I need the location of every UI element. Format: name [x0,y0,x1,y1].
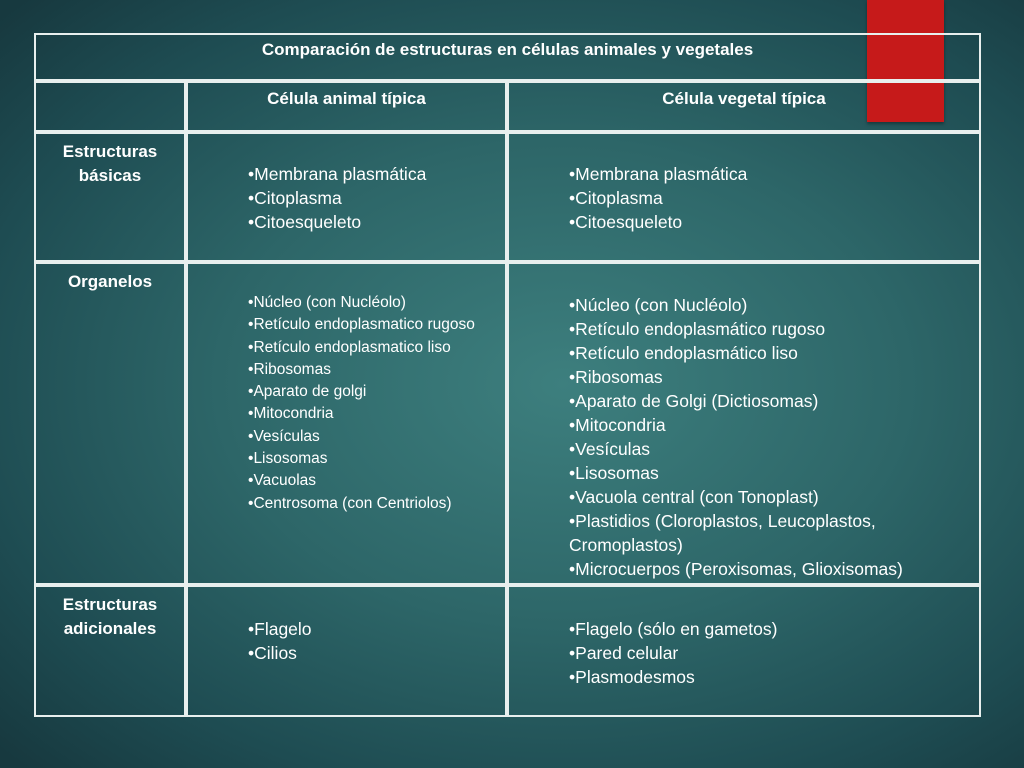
cell-organelles-animal [186,262,507,585]
list-item: • Mitocondria [248,403,497,425]
list-item: • Mitocondria [569,413,971,437]
cell-basic-animal [186,132,507,262]
row-label-organelles: Organelos [34,262,186,585]
list-item: • Vacuolas [248,470,497,492]
list-item: • Retículo endoplasmatico rugoso [248,314,497,336]
list-item: • Microcuerpos (Peroxisomas, Glioxisomas) [569,557,971,581]
cell-additional-animal [186,585,507,717]
list-item: • Citoplasma [569,186,971,210]
list-basic-animal [248,162,497,234]
list-item: • Núcleo (con Nucléolo) [248,292,497,314]
list-item: • Vesículas [569,437,971,461]
list-item: • Aparato de golgi [248,381,497,403]
row-label-basic: Estructuras básicas [34,132,186,262]
list-item: • Flagelo [248,617,497,641]
cell-basic-plant [507,132,981,262]
list-item: • Centrosoma (con Centriolos) [248,493,497,515]
header-animal-cell: Célula animal típica [186,81,507,132]
list-item: • Núcleo (con Nucléolo) [569,293,971,317]
list-item: • Lisosomas [248,448,497,470]
list-organelles-plant [569,293,971,581]
row-label-additional: Estructuras adicionales [34,585,186,717]
list-item: • Plasmodesmos [569,665,971,689]
comparison-table [34,33,981,717]
list-item: • Citoesqueleto [248,210,497,234]
list-item: • Ribosomas [248,359,497,381]
list-item: • Plastidios (Cloroplastos, Leucoplastos, Cromoplastos) [569,509,971,557]
list-additional-animal [248,617,497,665]
list-organelles-animal [248,292,497,515]
list-item: • Retículo endoplasmático rugoso [569,317,971,341]
list-item: • Vesículas [248,426,497,448]
list-item: • Lisosomas [569,461,971,485]
list-item: • Membrana plasmática [569,162,971,186]
table-title: Comparación de estructuras en células animales y vegetales [34,33,981,81]
list-item: • Vacuola central (con Tonoplast) [569,485,971,509]
list-item: • Citoplasma [248,186,497,210]
list-item: • Membrana plasmática [248,162,497,186]
list-item: • Ribosomas [569,365,971,389]
list-item: • Pared celular [569,641,971,665]
list-item: • Retículo endoplasmatico liso [248,337,497,359]
list-item: • Retículo endoplasmático liso [569,341,971,365]
list-item: • Cilios [248,641,497,665]
list-basic-plant [569,162,971,234]
list-item: • Citoesqueleto [569,210,971,234]
header-plant-cell: Célula vegetal típica [507,81,981,132]
list-item: • Flagelo (sólo en gametos) [569,617,971,641]
list-item: • Aparato de Golgi (Dictiosomas) [569,389,971,413]
cell-additional-plant [507,585,981,717]
list-additional-plant [569,617,971,689]
cell-organelles-plant [507,262,981,585]
header-empty-cell [34,81,186,132]
